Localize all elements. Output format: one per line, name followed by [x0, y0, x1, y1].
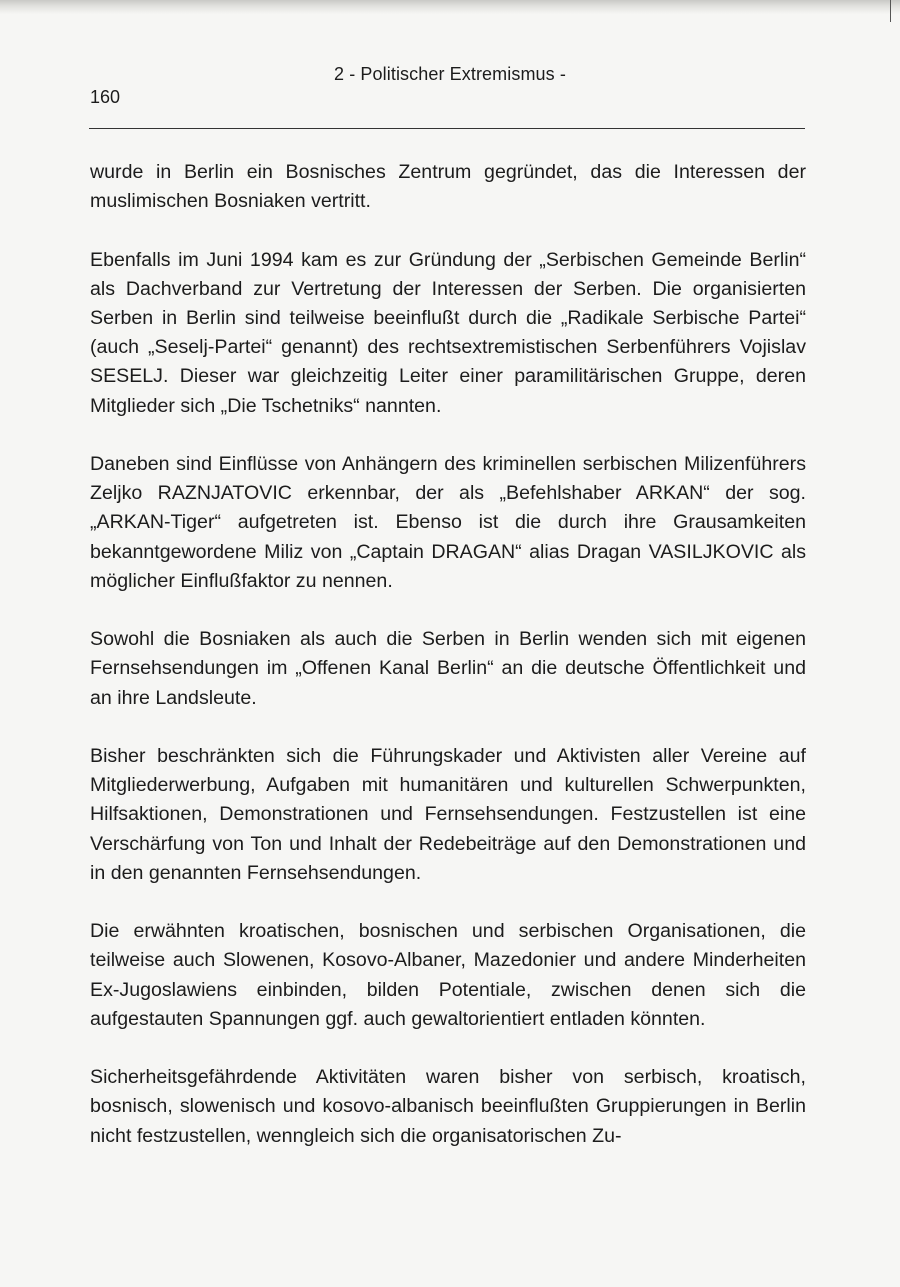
paragraph: Ebenfalls im Juni 1994 kam es zur Gründung der „Serbischen Gemeinde Berlin“ als Dachverband zur Vertretung der Interessen der Serben. Die organisierten Serben in Berlin sind teilweise beeinflußt durch die „Radikale Serbische Partei“ (auch „Seselj-Partei“ genannt) des rechtsextremistischen Serbenführers Vojislav SESELJ. Dieser war gleichzeitig Leiter einer paramilitärischen Gruppe, deren Mitglieder sich „Die Tschetniks“ nannten.: [90, 248, 806, 417]
chapter-title: 2 - Politischer Extremismus -: [334, 64, 566, 84]
paragraph: Sowohl die Bosniaken als auch die Serben in Berlin wenden sich mit eigenen Fernsehsendungen im „Offenen Kanal Berlin“ an die deutsche Öffentlichkeit und an ihre Landsleute.: [90, 628, 806, 709]
body-text: [90, 158, 806, 1151]
paragraph: Die erwähnten kroatischen, bosnischen und serbischen Organisationen, die teilweise auch Slowenen, Kosovo-Albaner, Mazedonier und andere Minderheiten Ex-Jugoslawiens einbinden, bilden Potentiale, zwischen denen sich die aufgestauten Spannungen ggf. auch gewaltorientiert entladen könnten.: [90, 920, 806, 1030]
paragraph: Daneben sind Einflüsse von Anhängern des kriminellen serbischen Milizenführers Zeljko RAZNJATOVIC erkennbar, der als „Befehlshaber ARKAN“ der sog. „ARKAN-Tiger“ aufgetreten ist. Ebenso ist die durch ihre Grausamkeiten bekanntgewordene Miliz von „Captain DRAGAN“ alias Dragan VASILJKOVIC als möglicher Einflußfaktor zu nennen.: [90, 453, 806, 592]
scan-edge-mark: [890, 0, 891, 22]
paragraph: Bisher beschränkten sich die Führungskader und Aktivisten aller Vereine auf Mitgliederwerbung, Aufgaben mit humanitären und kulturellen Schwerpunkten, Hilfsaktionen, Demonstrationen und Fernsehsendungen. Festzustellen ist eine Verschärfung von Ton und Inhalt der Redebeiträge auf den Demonstrationen und in den genannten Fernsehsendungen.: [90, 745, 806, 884]
paragraph: wurde in Berlin ein Bosnisches Zentrum gegründet, das die Interessen der muslimischen Bosniaken vertritt.: [90, 161, 806, 213]
header-divider: [89, 128, 805, 129]
paragraph: Sicherheitsgefährdende Aktivitäten waren bisher von serbisch, kroatisch, bosnisch, slowenisch und kosovo-albanisch beeinflußten Gruppierungen in Berlin nicht festzustellen, wenngleich sich die organisatorischen Zu-: [90, 1066, 806, 1147]
scan-shadow: [0, 0, 900, 14]
page-number: 160: [90, 87, 121, 107]
